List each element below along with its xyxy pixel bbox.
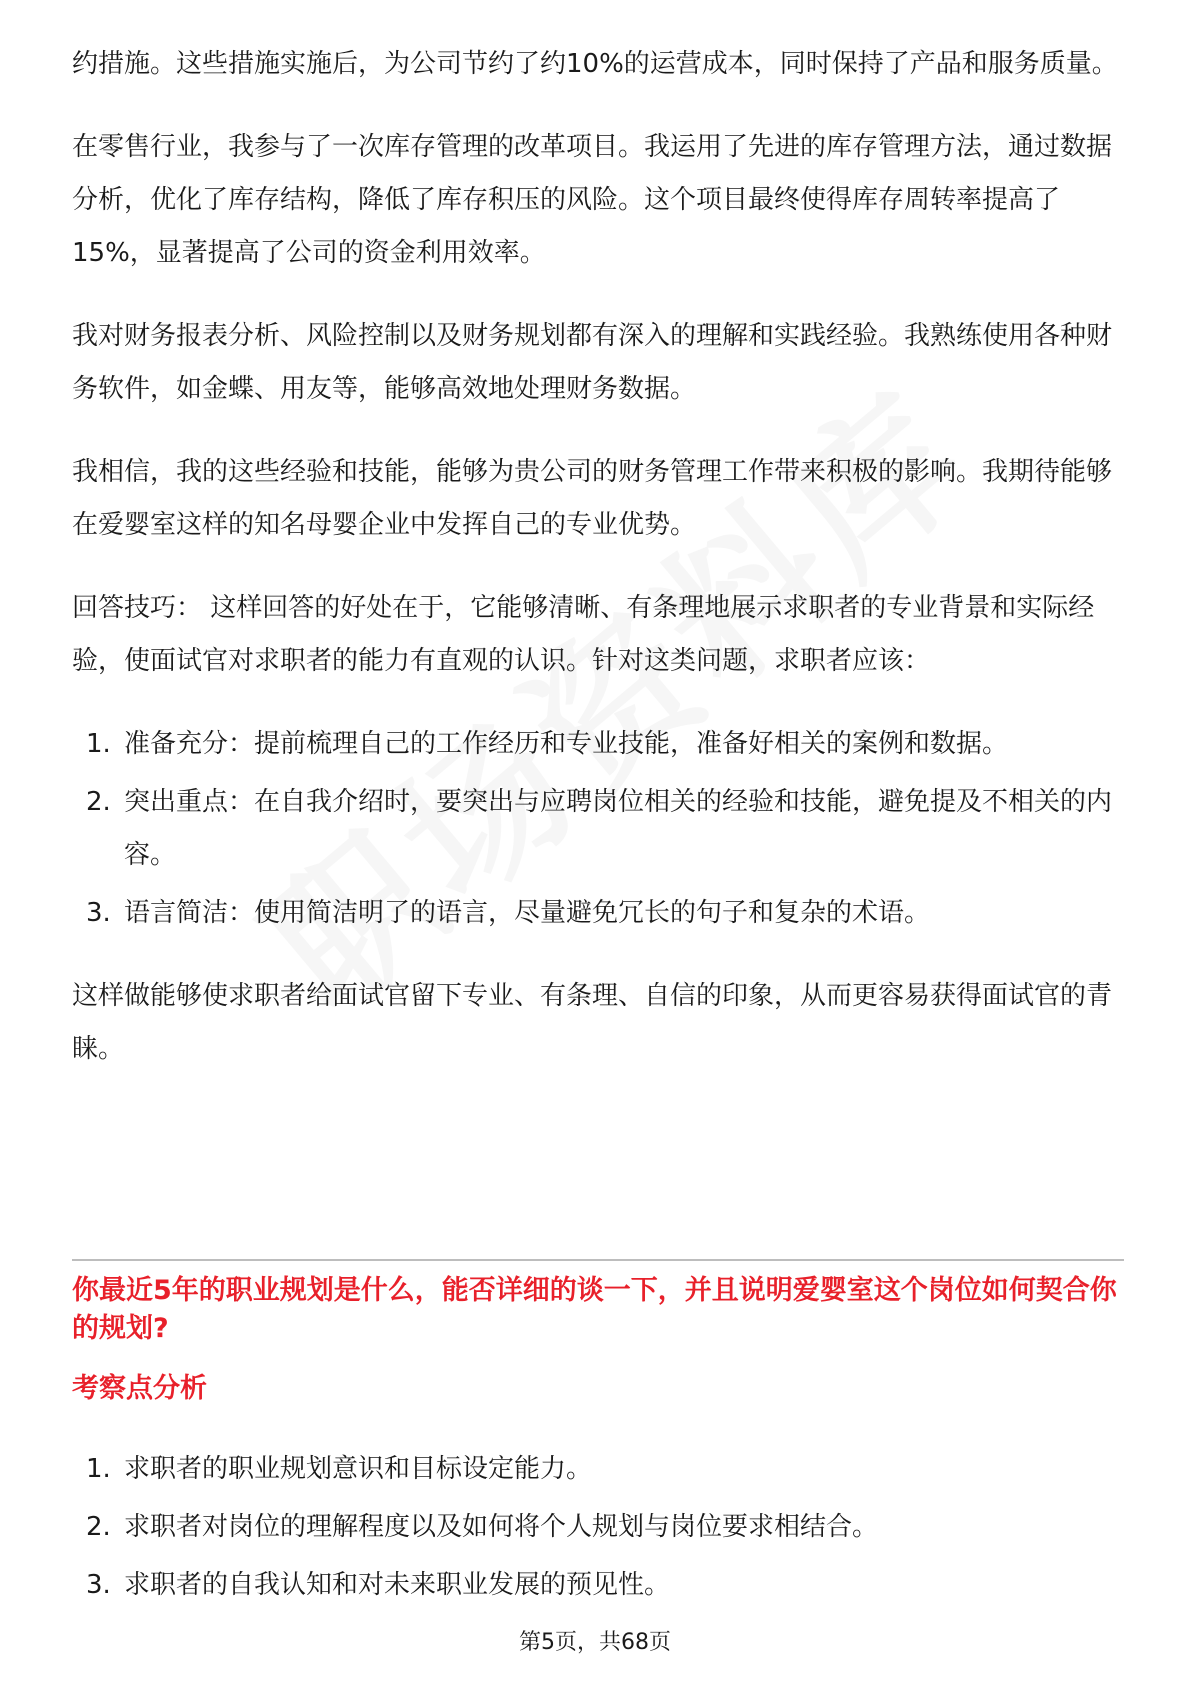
paragraph-cost-saving: 约措施。这些措施实施后，为公司节约了约10%的运营成本，同时保持了产品和服务质量。 [72, 49, 1118, 79]
list-item [72, 887, 1122, 940]
analysis-points-list [72, 1443, 1122, 1617]
list-text: 语言简洁：使用简洁明了的语言，尽量避免冗长的句子和复杂的术语。 [124, 898, 931, 928]
paragraph-closing: 这样做能够使求职者给面试官留下专业、有条理、自信的印象，从而更容易获得面试官的青睐。 [72, 981, 1113, 1064]
list-item [72, 1501, 1122, 1554]
paragraph-belief: 我相信，我的这些经验和技能，能够为贵公司的财务管理工作带来积极的影响。我期待能够在爱婴室这样的知名母婴企业中发挥自己的专业优势。 [72, 457, 1113, 540]
question-heading: 你最近5年的职业规划是什么，能否详细的谈一下，并且说明爱婴室这个岗位如何契合你的规划? [72, 1275, 1117, 1344]
list-text: 准备充分：提前梳理自己的工作经历和专业技能，准备好相关的案例和数据。 [124, 729, 1009, 759]
list-text: 突出重点：在自我介绍时，要突出与应聘岗位相关的经验和技能，避免提及不相关的内容。 [124, 787, 1113, 870]
list-item [72, 1559, 1122, 1612]
list-number: 3. [86, 898, 111, 928]
section-divider [72, 1259, 1124, 1261]
list-text: 求职者的职业规划意识和目标设定能力。 [124, 1454, 593, 1484]
list-number: 2. [86, 787, 111, 817]
list-text: 求职者对岗位的理解程度以及如何将个人规划与岗位要求相结合。 [124, 1512, 879, 1542]
list-item [72, 718, 1122, 771]
body-content [72, 38, 1122, 1106]
list-item [72, 776, 1122, 882]
section-title: 考察点分析 [72, 1373, 207, 1404]
tips-list [72, 718, 1122, 940]
paragraph-retail: 在零售行业，我参与了一次库存管理的改革项目。我运用了先进的库存管理方法，通过数据分析，优化了库存结构，降低了库存积压的风险。这个项目最终使得库存周转率提高了15%，显著提高了公司的资金利用效率。 [72, 132, 1113, 268]
paragraph-skills: 我对财务报表分析、风险控制以及财务规划都有深入的理解和实践经验。我熟练使用各种财务软件，如金蝶、用友等，能够高效地处理财务数据。 [72, 321, 1113, 404]
list-number: 1. [86, 1454, 111, 1484]
list-number: 2. [86, 1512, 111, 1542]
list-item [72, 1443, 1122, 1496]
paragraph-answer-tips: 回答技巧： 这样回答的好处在于，它能够清晰、有条理地展示求职者的专业背景和实际经验，使面试官对求职者的能力有直观的认识。针对这类问题，求职者应该： [72, 593, 1095, 676]
list-number: 1. [86, 729, 111, 759]
page-footer: 第5页，共68页 [519, 1630, 671, 1655]
list-number: 3. [86, 1570, 111, 1600]
list-text: 求职者的自我认知和对未来职业发展的预见性。 [124, 1570, 671, 1600]
